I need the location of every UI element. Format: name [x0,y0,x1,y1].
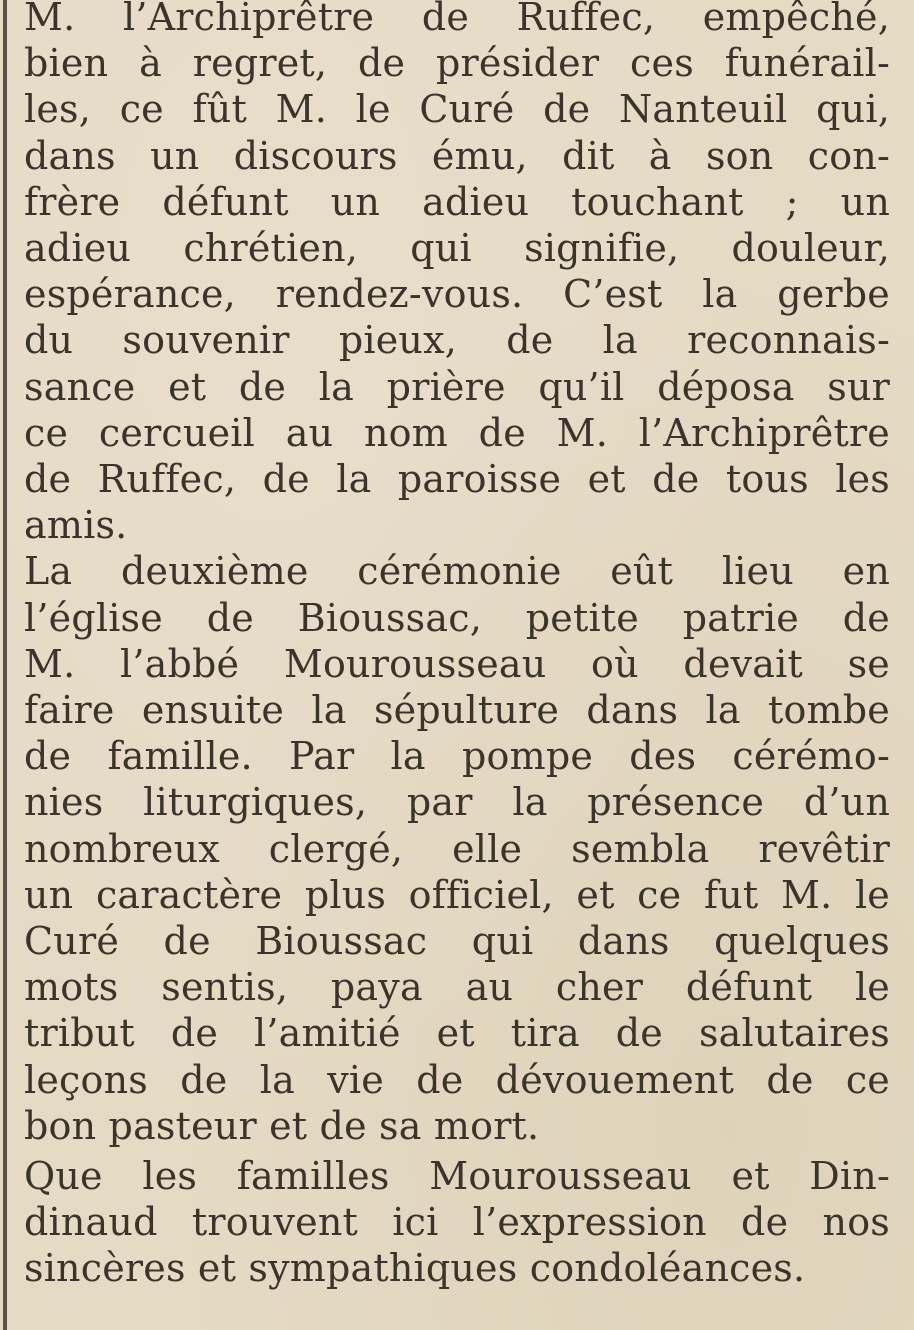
text-line: La deuxième cérémonie eût lieu en [24,549,890,594]
paragraph-condolences [24,1153,890,1292]
text-line: de Ruffec, de la paroisse et de tous les [24,457,890,502]
text-line: de famille. Par la pompe des cérémo- [24,734,890,779]
text-line: dinaud trouvent ici l’expression de nos [24,1200,890,1245]
text-line: faire ensuite la sépulture dans la tombe [24,688,890,733]
text-line: un caractère plus officiel, et ce fut M. le [24,872,890,917]
text-line: les, ce fût M. le Curé de Nanteuil qui, [24,87,890,132]
text-line: dans un discours ému, dit à son con- [24,133,890,178]
text-line: Que les familles Mourousseau et Din- [24,1154,890,1199]
text-line: nies liturgiques, par la présence d’un [24,780,890,825]
text-line: Curé de Bioussac qui dans quelques [24,919,890,964]
text-line: sance et de la prière qu’il déposa sur [24,364,890,409]
text-line: sincères et sympathiques condoléances. [24,1246,806,1291]
text-line: du souvenir pieux, de la reconnais- [24,318,890,363]
paragraph-funeral-speech [24,0,890,548]
paragraph-second-ceremony [24,548,890,1149]
text-line: ce cercueil au nom de M. l’Archiprêtre [24,410,890,455]
text-line: bon pasteur et de sa mort. [24,1103,540,1148]
text-line: tribut de l’amitié et tira de salutaires [24,1011,890,1056]
text-line: espérance, rendez-vous. C’est la gerbe [24,272,890,317]
text-line: l’église de Bioussac, petite patrie de [24,595,890,640]
text-line: M. l’Archiprêtre de Ruffec, empêché, [24,0,890,39]
text-line: mots sentis, paya au cher défunt le [24,965,890,1010]
text-line: nombreux clergé, elle sembla revêtir [24,826,890,871]
column-rule [3,0,7,1330]
text-line: frère défunt un adieu touchant ; un [24,179,890,224]
text-line: amis. [24,503,128,548]
text-line: leçons de la vie de dévouement de ce [24,1057,890,1102]
text-line: M. l’abbé Mourousseau où devait se [24,641,890,686]
article-column [24,0,890,1292]
text-line: bien à regret, de présider ces funérail- [24,41,890,86]
text-line: adieu chrétien, qui signifie, douleur, [24,226,890,271]
